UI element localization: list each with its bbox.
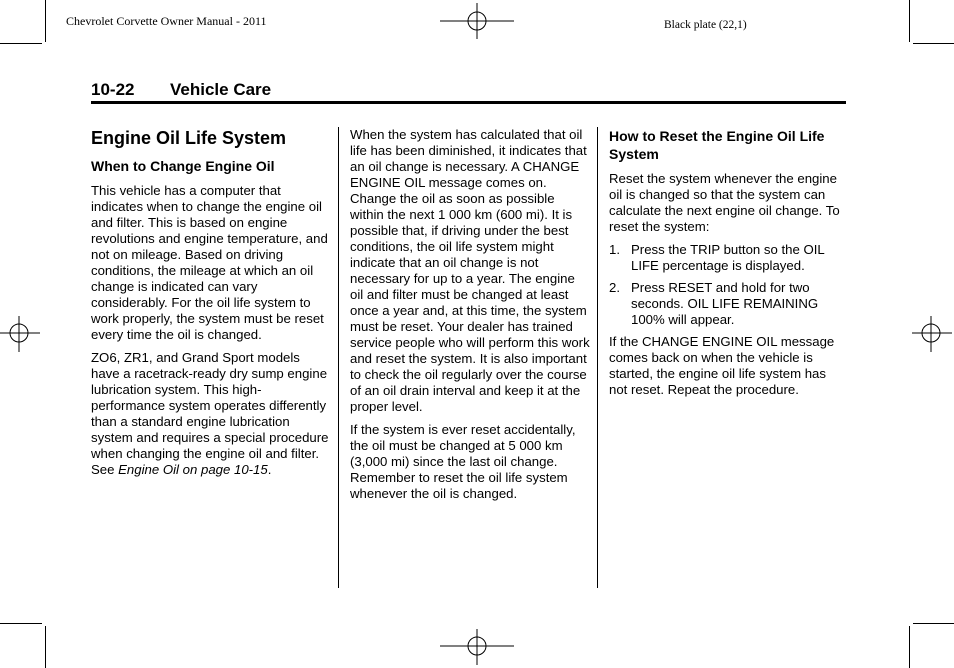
registration-mark-top <box>440 3 514 39</box>
column-1 <box>91 127 331 485</box>
list-item <box>609 242 845 274</box>
crop-mark <box>909 626 910 668</box>
subheading: How to Reset the Engine Oil Life System <box>609 128 825 162</box>
section-title: Vehicle Care <box>170 80 272 99</box>
step-text: Press the TRIP button so the OIL LIFE percentage is displayed. <box>631 242 825 273</box>
paragraph: If the system is ever reset accidentally, the oil must be changed at 5 000 km (3,000 mi) since the last oil change. Remember to reset the oil life system whenever the oil is changed. <box>350 422 576 501</box>
step-number: 2. <box>609 280 620 295</box>
page-number: 10-22 <box>91 80 135 99</box>
topic-heading: Engine Oil Life System <box>91 128 287 148</box>
registration-mark-left <box>0 314 40 354</box>
paragraph-end: . <box>267 462 272 477</box>
manual-title: Chevrolet Corvette Owner Manual - 2011 <box>66 14 267 28</box>
list-item <box>609 280 845 328</box>
plate-label: Black plate (22,1) <box>664 19 747 31</box>
subheading: When to Change Engine Oil <box>91 158 275 174</box>
column-2 <box>350 127 590 509</box>
paragraph <box>91 350 331 478</box>
crop-mark <box>909 0 910 42</box>
crop-mark <box>0 623 42 624</box>
column-divider <box>338 127 339 588</box>
crop-mark <box>0 43 42 44</box>
paragraph: If the CHANGE ENGINE OIL message comes back on when the vehicle is started, the engine oil life system has not reset. Repeat the procedure. <box>609 334 835 397</box>
column-divider <box>597 127 598 588</box>
steps-list <box>609 242 845 328</box>
registration-mark-right <box>912 314 952 354</box>
crop-mark <box>913 43 954 44</box>
paragraph-text: ZO6, ZR1, and Grand Sport models have a racetrack-ready dry sump engine lubrication system. This high-performance system operates differently than a standard engine lubrication system and requires a special procedure when changing the engine oil and filter. See <box>91 350 329 477</box>
header-rule <box>91 101 846 104</box>
paragraph: This vehicle has a computer that indicates when to change the engine oil and filter. This is based on engine revolutions and engine temperature, and not on mileage. Based on driving conditions, the mileage at which an oil change is indicated can vary considerably. For the oil life system to work properly, the system must be reset every time the oil is changed. <box>91 183 328 342</box>
step-number: 1. <box>609 242 620 257</box>
registration-mark-bottom <box>440 629 514 665</box>
cross-reference-link[interactable]: Engine Oil on page 10-15 <box>118 462 268 477</box>
crop-mark <box>45 0 46 42</box>
column-3 <box>609 127 845 405</box>
crop-mark <box>45 626 46 668</box>
paragraph: When the system has calculated that oil life has been diminished, it indicates that an oil change is necessary. A CHANGE ENGINE OIL message comes on. Change the oil as soon as possible within the next 1 000 km (600 mi). It is possible that, if driving under the best conditions, the oil life system might indicate that an oil change is not necessary for up to a year. The engine oil and filter must be changed at least once a year and, at this time, the system must be reset. Your dealer has trained service people who will perform this work and reset the system. It is also important to check the oil regularly over the course of an oil drain interval and keep it at the proper level. <box>350 127 590 414</box>
step-text: Press RESET and hold for two seconds. OIL LIFE REMAINING 100% will appear. <box>631 280 819 327</box>
crop-mark <box>913 623 954 624</box>
paragraph: Reset the system whenever the engine oil is changed so that the system can calculate the next engine oil change. To reset the system: <box>609 171 840 234</box>
